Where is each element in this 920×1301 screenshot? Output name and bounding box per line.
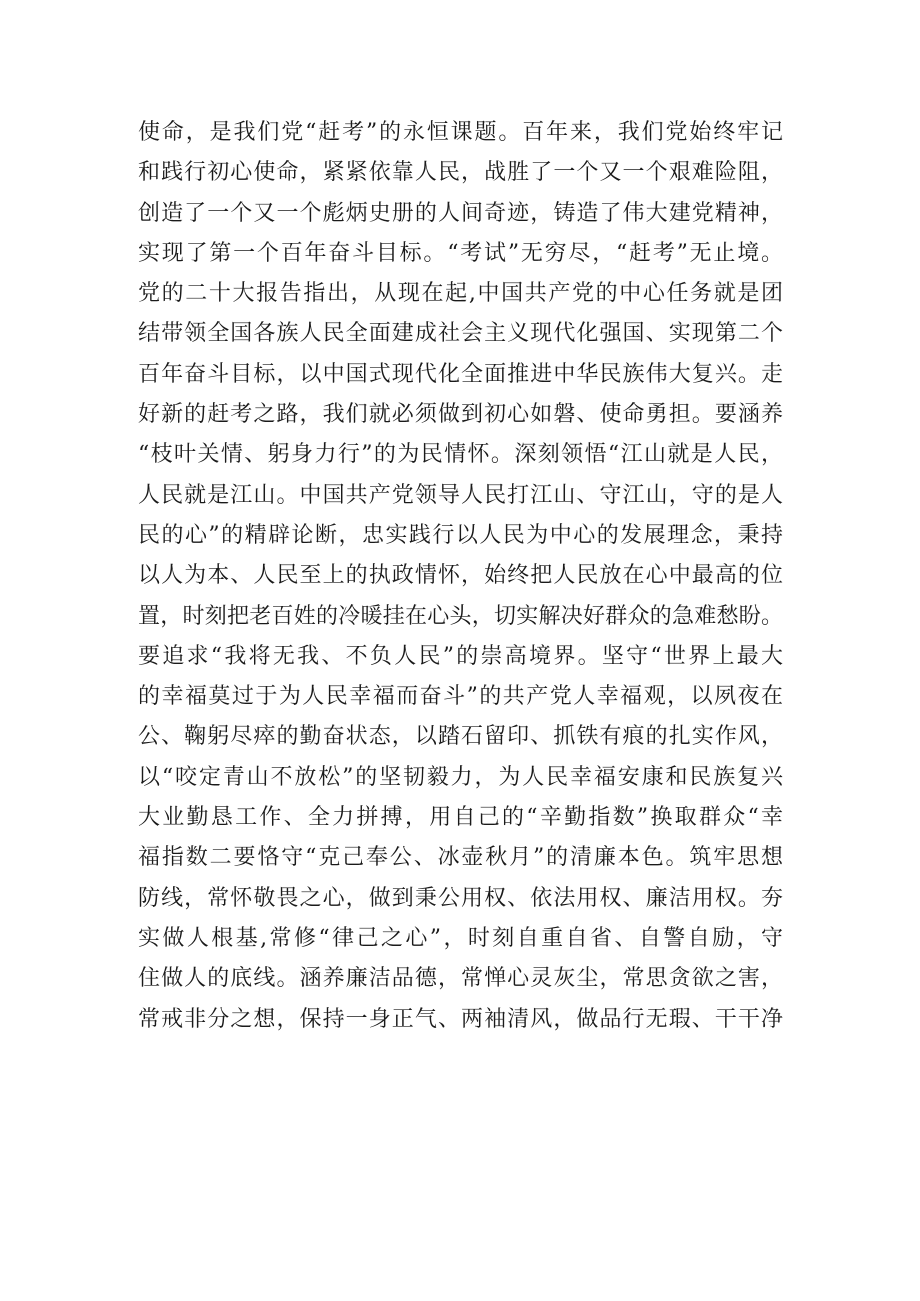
text-line: 住做人的底线。涵养廉洁品德，常惮心灵灰尘，常思贪欲之害， — [138, 966, 783, 992]
text-line: 以“咬定青山不放松”的坚韧毅力，为人民幸福安康和民族复兴 — [138, 764, 783, 790]
text-line: “枝叶关情、躬身力行”的为民情怀。深刻领悟“江山就是人民， — [138, 442, 783, 468]
text-line: 人民就是江山。中国共产党领导人民打江山、守江山，守的是人 — [138, 482, 783, 508]
text-line: 的幸福莫过于为人民幸福而奋斗”的共产党人幸福观，以夙夜在 — [138, 684, 783, 710]
text-line: 要追求“我将无我、不负人民”的崇高境界。坚守“世界上最大 — [138, 643, 783, 669]
text-line: 常戒非分之想，保持一身正气、两袖清风，做品行无瑕、干干净 — [138, 1006, 783, 1032]
text-line: 使命，是我们党“赶考”的永恒课题。百年来，我们党始终牢记 — [138, 120, 783, 145]
text-line: 福指数二要恪守“克己奉公、冰壶秋月”的清廉本色。筑牢思想 — [138, 845, 783, 871]
text-line: 和践行初心使命，紧紧依靠人民，战胜了一个又一个艰难险阻， — [138, 160, 783, 186]
text-line: 党的二十大报告指出，从现在起,中国共产党的中心任务就是团 — [138, 281, 783, 307]
text-line: 创造了一个又一个彪炳史册的人间奇迹，铸造了伟大建党精神， — [138, 200, 783, 226]
text-line: 民的心”的精辟论断，忠实践行以人民为中心的发展理念，秉持 — [138, 522, 783, 548]
text-line: 以人为本、人民至上的执政情怀，始终把人民放在心中最高的位 — [138, 563, 783, 589]
text-line: 置，时刻把老百姓的冷暖挂在心头，切实解决好群众的急难愁盼。 — [138, 603, 783, 629]
text-line: 公、鞠躬尽瘁的勤奋状态，以踏石留印、抓铁有痕的扎实作风， — [138, 724, 783, 750]
text-line: 大业勤恳工作、全力拼搏，用自己的“辛勤指数”换取群众“幸 — [138, 805, 783, 831]
text-line: 百年奋斗目标，以中国式现代化全面推进中华民族伟大复兴。走 — [138, 361, 783, 387]
body-paragraph — [138, 113, 783, 1040]
text-line: 好新的赶考之路，我们就必须做到初心如磐、使命勇担。要涵养 — [138, 402, 783, 428]
text-line: 防线，常怀敬畏之心，做到秉公用权、依法用权、廉洁用权。夯 — [138, 885, 783, 911]
text-line: 实做人根基,常修“律己之心”，时刻自重自省、自警自励，守 — [138, 925, 783, 951]
text-line: 实现了第一个百年奋斗目标。“考试”无穷尽，“赶考”无止境。 — [138, 240, 783, 266]
text-line: 结带领全国各族人民全面建成社会主义现代化强国、实现第二个 — [138, 321, 783, 347]
